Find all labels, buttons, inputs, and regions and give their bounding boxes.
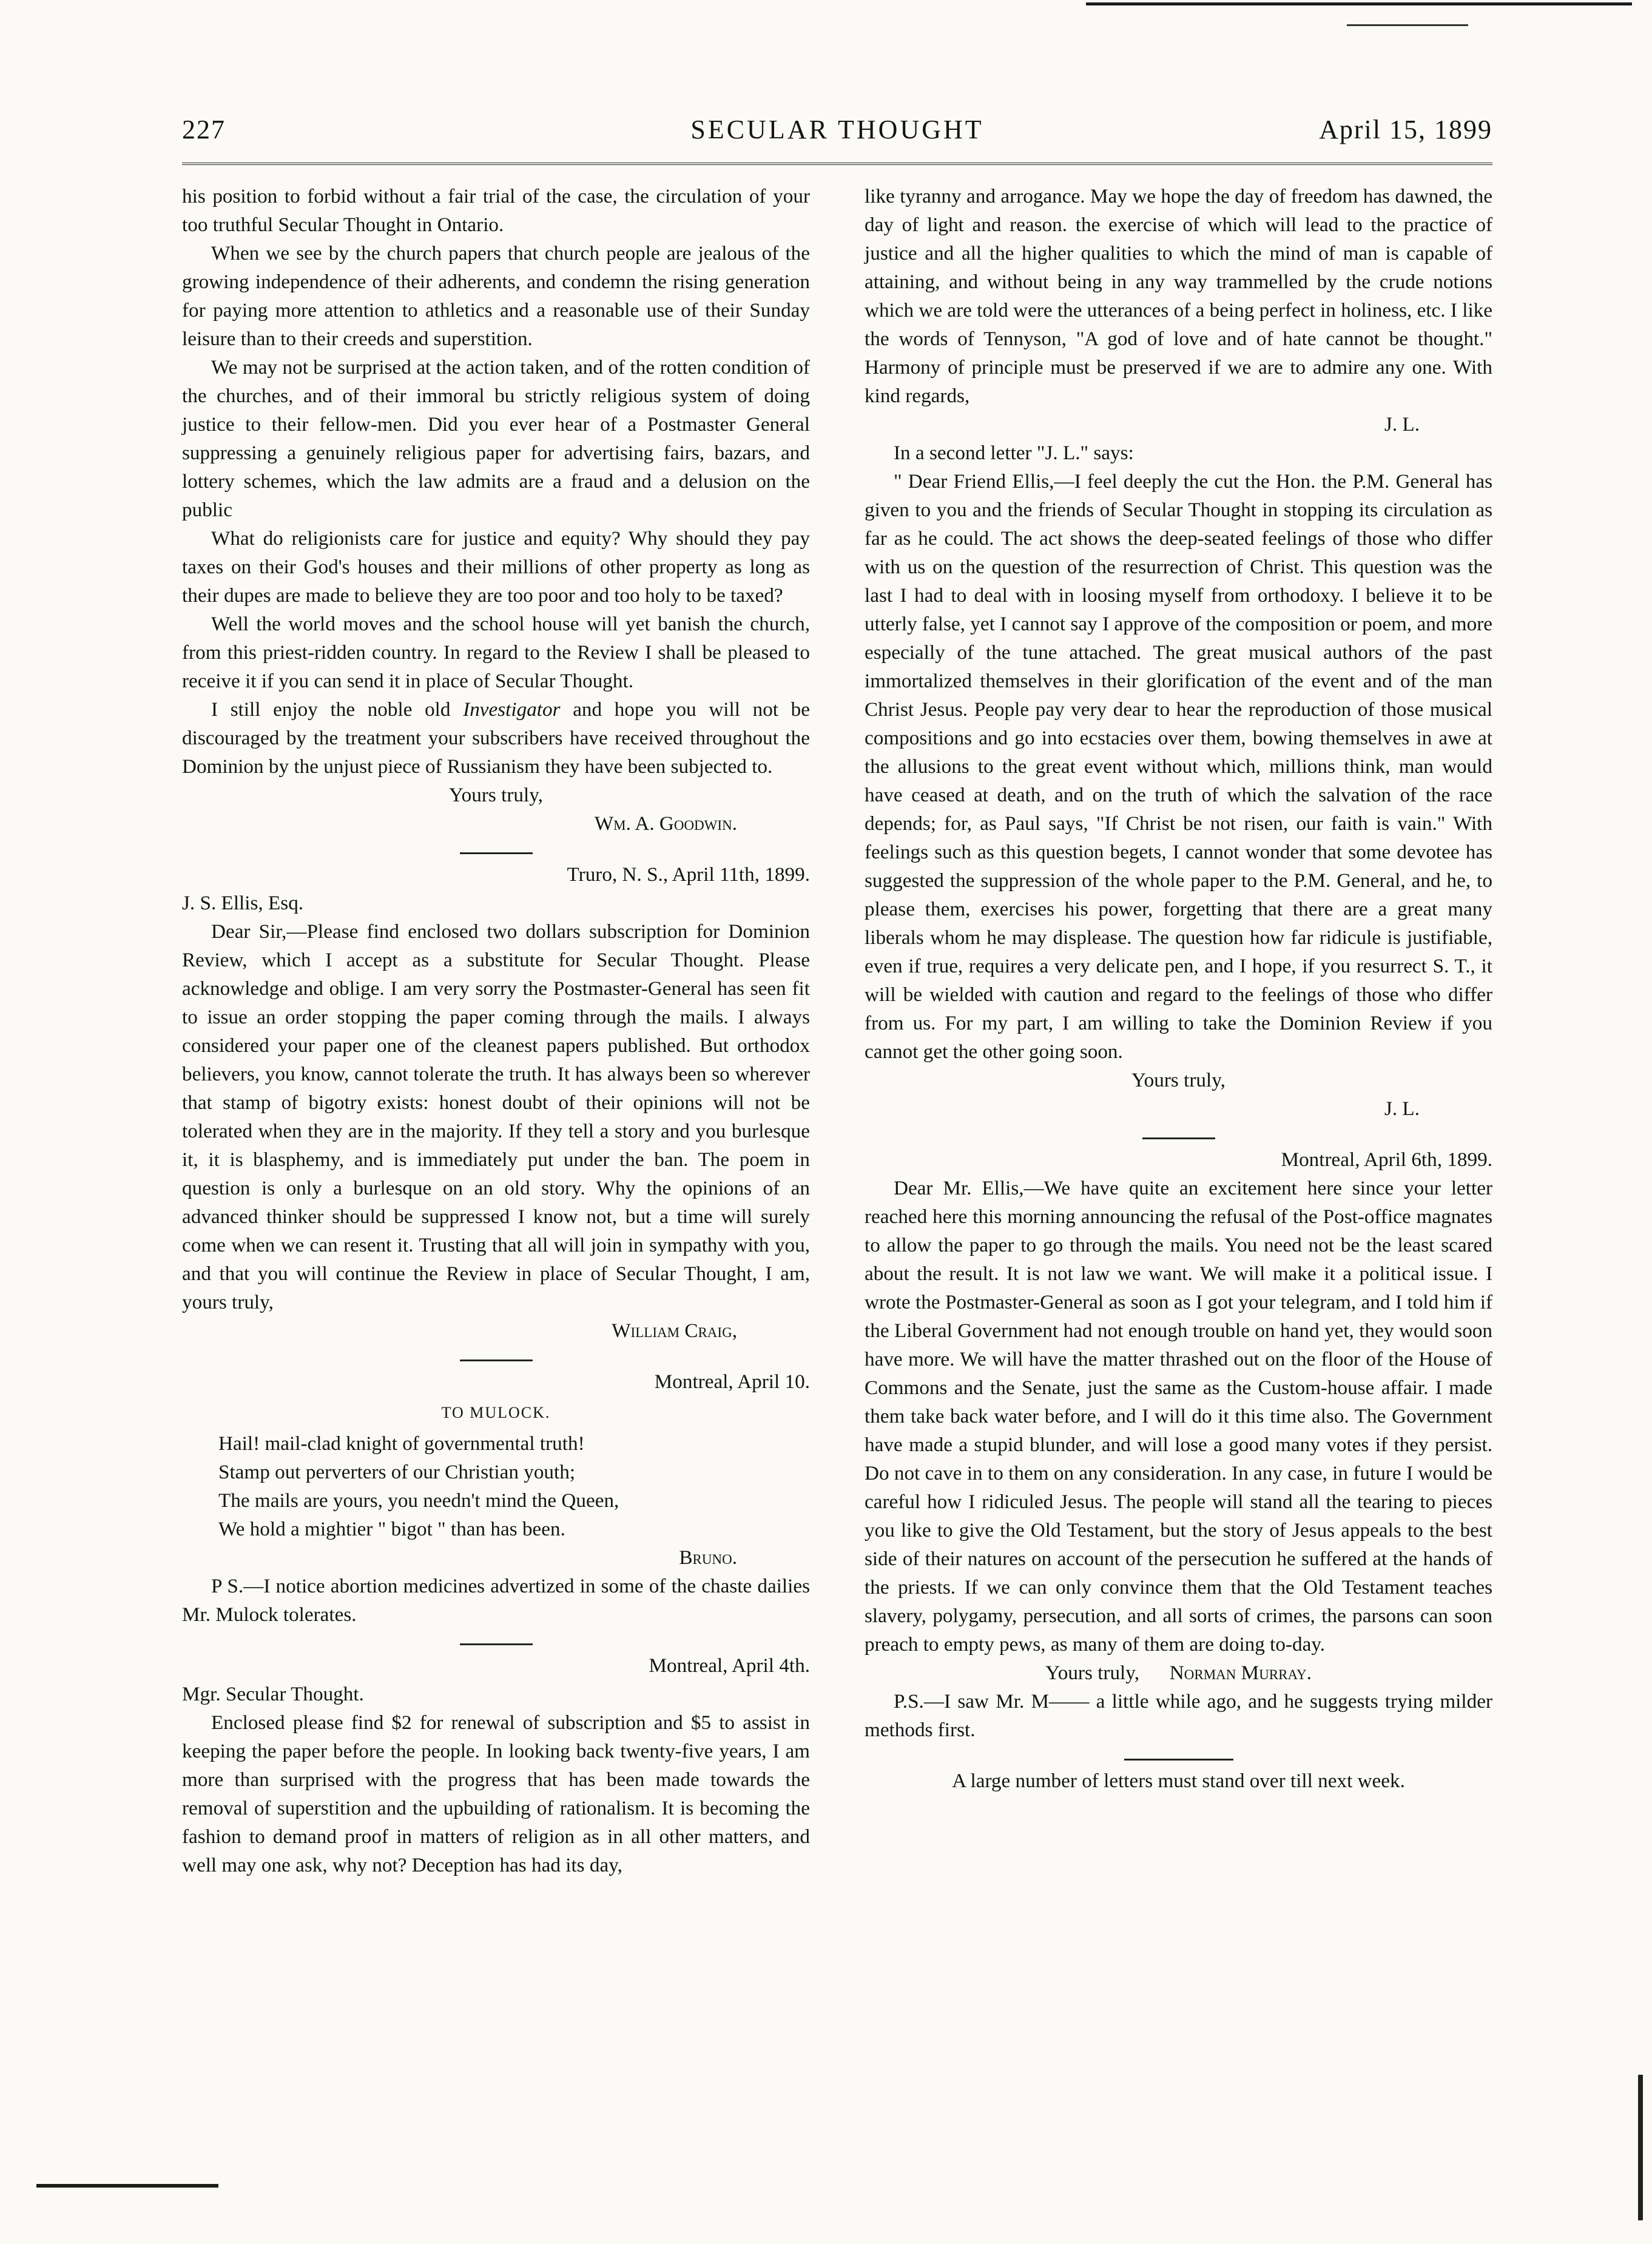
paragraph: When we see by the church papers that church people are jealous of the growing independence of their adherents, and condemn the rising generation for paying more attention to athletics and a reasonable use of their Sunday leisure than to their creeds and superstition.: [182, 242, 810, 350]
scan-edge-mark: [1086, 2, 1632, 5]
postscript: P S.—I notice abortion medicines advertized in some of the chaste dailies Mr. Mulock tolerates.: [182, 1575, 810, 1626]
letter-closing: Yours truly,: [449, 784, 543, 806]
scan-edge-mark: [1638, 2075, 1643, 2220]
letter-dateline: Truro, N. S., April 11th, 1899.: [567, 863, 810, 886]
header-rule: [182, 163, 1492, 165]
issue-date: April 15, 1899: [1319, 115, 1492, 144]
paragraph: What do religionists care for justice and equity? Why should they pay taxes on their God's houses and their millions of other property as long as their dupes are made to believe they are too poor and too holy to be taxed?: [182, 527, 810, 607]
letter-salutation: J. S. Ellis, Esq.: [182, 892, 304, 914]
section-divider: [460, 1360, 533, 1361]
paragraph: Dear Sir,—Please find enclosed two dollars subscription for Dominion Review, which I accept as a substitute for Secular Thought. Please acknowledge and oblige. I am very sorry the Postmaster-General has seen fit to issue an order stopping the paper coming through the mails. I always considered your paper one of the cleanest papers published. But orthodox believers, you know, cannot tolerate the truth. It has always been so wherever that stamp of bigotry exists: honest doubt of their opinions will not be tolerated when they are in the majority. If they tell a story and you burlesque it, it is blasphemy, and is immediately put under the ban. The poem in question is only a burlesque on an old story. Why the opinions of an advanced thinker should be suppressed I know not, but a time will surely come when we can resent it. Trusting that all will join in sympathy with you, and that you will continue the Review in place of Secular Thought, I am, yours truly,: [182, 920, 810, 1313]
letter-salutation: Mgr. Secular Thought.: [182, 1683, 364, 1705]
poem-line: We hold a mightier " bigot " than has been.: [218, 1518, 565, 1540]
letter-signature: Norman Murray.: [1169, 1662, 1312, 1684]
right-column: [865, 182, 1492, 1795]
letter-closing: Yours truly, Norman Murray.: [1045, 1662, 1312, 1684]
paragraph: his position to forbid without a fair trial of the case, the circulation of your too truthful Secular Thought in Ontario.: [182, 185, 810, 236]
paragraph: Well the world moves and the school house will yet banish the church, from this priest-ridden country. In regard to the Review I shall be pleased to receive it if you can send it in place of Secular Thought.: [182, 613, 810, 692]
letter-signature: J. L.: [1384, 1097, 1420, 1120]
paragraph: In a second letter "J. L." says:: [894, 442, 1134, 464]
postscript: P.S.—I saw Mr. M—— a little while ago, and he suggests trying milder methods first.: [865, 1690, 1492, 1741]
page-number: 227: [182, 115, 226, 144]
letter-signature: Bruno.: [679, 1546, 737, 1569]
poem-line: Stamp out perverters of our Christian youth;: [218, 1461, 576, 1483]
paragraph: We may not be surprised at the action taken, and of the rotten condition of the churches, and of their immoral bu strictly religious system of doing justice to their fellow-men. Did you ever hear of a Postmaster General suppressing a genuinely religious paper for advertising fairs, bazars, and lottery schemes, which the law admits are a fraud and a delusion on the public: [182, 356, 810, 521]
section-divider: [1124, 1759, 1233, 1760]
section-divider: [1142, 1137, 1215, 1139]
letter-dateline: Montreal, April 10.: [654, 1370, 810, 1393]
scan-edge-mark: [1347, 24, 1468, 26]
paragraph: Dear Mr. Ellis,—We have quite an excitement here since your letter reached here this morning announcing the refusal of the Post-office magnates to allow the paper to go through the mails. You need not be the least scared about the result. It is not law we want. We will make it a political issue. I wrote the Postmaster-General as soon as I got your telegram, and I told him if the Liberal Government had not enough trouble on hand yet, they would soon have more. We will have the matter thrashed out on the floor of the House of Commons and the Senate, just the same as the Custom-house affair. I made them take back water before, and I will do it this time also. The Government have made a stupid blunder, and will lose a good many votes if they persist. Do not cave in to them on any consideration. In any case, in future I would be careful how I ridiculed Jesus. The people will stand all the tearing to pieces you like to give the Old Testament, but the story of Jesus appeals to the best side of their natures on account of the persecution he suffered at the hands of the priests. If we can only convince them that the Old Testament teaches slavery, polygamy, persecution, and all sorts of crimes, the parsons can soon preach to empty pews, as many of them are doing to-day.: [865, 1177, 1492, 1656]
letter-signature: J. L.: [1384, 413, 1420, 436]
letter-closing: Yours truly,: [1131, 1069, 1226, 1091]
emphasis: Investigator: [463, 698, 561, 721]
scan-edge-mark: [36, 2184, 218, 2188]
letter-dateline: Montreal, April 4th.: [649, 1654, 810, 1677]
paragraph: Enclosed please find $2 for renewal of subscription and $5 to assist in keeping the paper before the people. In looking back twenty-five years, I am more than surprised with the progress that has been made towards the removal of superstition and the upbuilding of rationalism. It is becoming the fashion to demand proof in matters of religion as in all other matters, and well may one ask, why not? Deception has had its day,: [182, 1711, 810, 1876]
left-column: [182, 182, 810, 1879]
poem-line: Hail! mail-clad knight of governmental truth!: [218, 1432, 585, 1455]
section-divider: [460, 1643, 533, 1645]
paragraph: like tyranny and arrogance. May we hope the day of freedom has dawned, the day of light and reason. the exercise of which will lead to the practice of justice and all the higher qualities to which the mind of man is capable of attaining, and without being in any way trammelled by the crude notions which we are told were the utterances of a being perfect in holiness, etc. I like the words of Tennyson, "A god of love and of hate cannot be thought." Harmony of principle must be preserved if we are to admire any one. With kind regards,: [865, 185, 1492, 407]
letter-signature: Wm. A. Goodwin.: [594, 812, 737, 835]
section-divider: [460, 852, 533, 854]
poem: [182, 1429, 810, 1543]
page-header: [182, 103, 1492, 152]
letter-dateline: Montreal, April 6th, 1899.: [1281, 1148, 1492, 1171]
publication-title: SECULAR THOUGHT: [690, 115, 984, 144]
poem-title: TO MULOCK.: [441, 1404, 551, 1421]
paragraph: " Dear Friend Ellis,—I feel deeply the cut the Hon. the P.M. General has given to you and the friends of Secular Thought in stopping its circulation as far as he could. The act shows the deep-seated feelings of those who differ with us on the question of the resurrection of Christ. This question was the last I had to deal with in loosing myself from orthodoxy. I believe it to be utterly false, yet I cannot say I approve of the composition or poem, and more especially of the tune attached. The great musical authors of the past immortalized themselves in their glorification of the event and of the man Christ Jesus. People pay very dear to hear the reproduction of those musical compositions and go into ecstacies over them, bowing themselves in awe at the allusions to the great event without which, millions think, man would have ceased at death, and on the truth of which the salvation of the race depends; for, as Paul says, "If Christ be not risen, our faith is vain." With feelings such as this question begets, I cannot wonder that some devotee has suggested the suppression of the whole paper to the P.M. General, and he, to please them, exercises his power, forgetting that there are a great many liberals whom he may displease. The question how far ridicule is justifiable, even if true, requires a very delicate pen, and I hope, if you resurrect S. T., it will be wielded with caution and regard to the feelings of those who differ from us. For my part, I am willing to take the Dominion Review if you cannot get the other going soon.: [865, 470, 1492, 1063]
paragraph: I still enjoy the noble old Investigator and hope you will not be discouraged by the treatment your subscribers have received throughout the Dominion by the unjust piece of Russianism they have been subjected to.: [182, 698, 810, 778]
poem-line: The mails are yours, you needn't mind the Queen,: [218, 1489, 619, 1512]
editorial-notice: A large number of letters must stand over till next week.: [952, 1770, 1405, 1792]
letter-signature: William Craig,: [612, 1319, 737, 1342]
